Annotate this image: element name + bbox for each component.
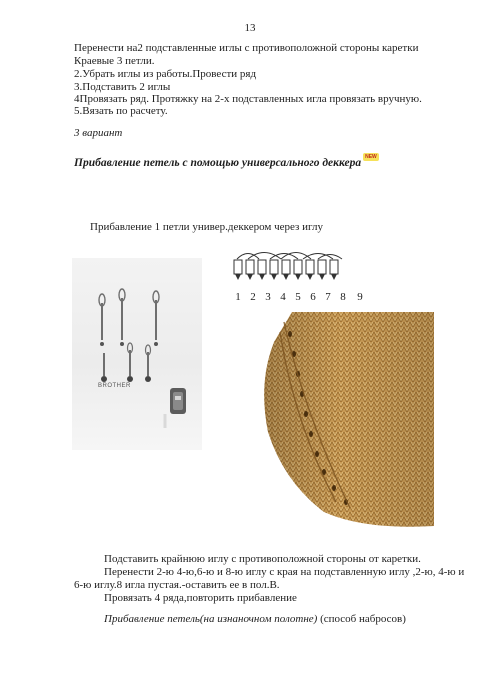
needle-number: 2: [250, 291, 256, 303]
intro-line: 4Провязать ряд. Протяжку на 2-х подставленных игла провязать вручную.: [74, 93, 422, 105]
instruction-line: 6-ю иглу.8 игла пустая.-оставить ее в пол.В.: [74, 579, 280, 591]
intro-line: Краевые 3 петли.: [74, 55, 155, 67]
brother-label: BROTHER: [98, 383, 131, 389]
footer-line: [104, 613, 406, 626]
variant-label: 3 вариант: [74, 127, 123, 139]
needle-number: 1: [235, 291, 241, 303]
decker-tool-photo: [72, 258, 202, 450]
section-heading: [74, 153, 379, 169]
intro-line: 5.Вязать по расчету.: [74, 105, 168, 117]
instruction-line: Провязать 4 ряда,повторить прибавление: [104, 592, 297, 604]
needle-number: 6: [310, 291, 316, 303]
new-badge: NEW: [365, 154, 377, 160]
intro-line: Перенести на2 подставленные иглы с противоположной стороны каретки: [74, 42, 419, 54]
section-heading-text: Прибавление петель с помощью универсального деккера: [74, 157, 362, 169]
needle-number: 7: [325, 291, 331, 303]
intro-line: 3.Подставить 2 иглы: [74, 81, 171, 93]
needle-number: 4: [280, 291, 286, 303]
needle-number: 9: [357, 291, 363, 303]
knitted-fabric-photo: [254, 312, 434, 532]
needle-number: 8: [340, 291, 346, 303]
knit-texture: [254, 312, 434, 532]
footer-plain: (способ набросов): [317, 613, 406, 625]
page-number: 13: [244, 22, 256, 34]
instruction-line: Перенести 2-ю 4-ю,6-ю и 8-ю иглу с края на подставленную иглу ,2-ю, 4-ю и: [104, 566, 465, 578]
figure-caption: Прибавление 1 петли универ.деккером через иглу: [90, 221, 323, 233]
instruction-line: Подставить крайнюю иглу с противоположной стороны от каретки.: [104, 553, 421, 565]
needles-illustration: [72, 258, 202, 450]
needle-number: 3: [265, 291, 271, 303]
footer-italic: Прибавление петель(на изнаночном полотне): [104, 613, 318, 625]
needle-number: 5: [295, 291, 301, 303]
intro-line: 2.Убрать иглы из работы.Провести ряд: [74, 68, 257, 80]
